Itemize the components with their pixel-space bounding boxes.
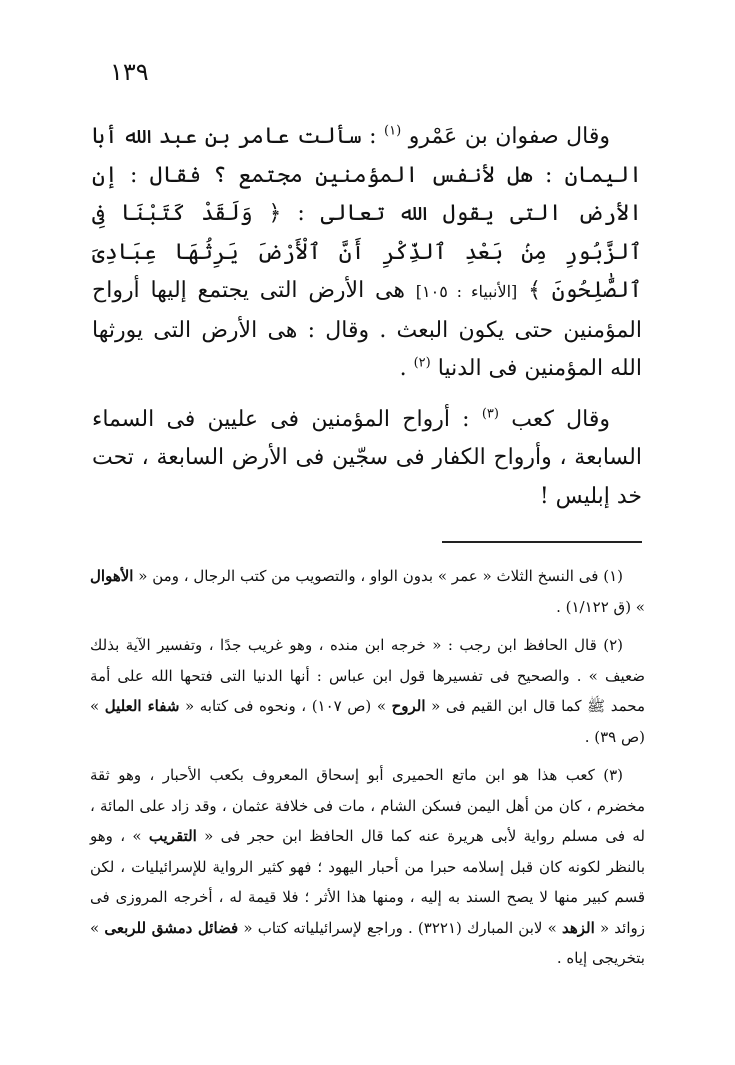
p1-text-b: : سألت عامر بن عبد الله أبا اليمان : هل لأنفس المؤمنين مجتمع ؟ فقال : إن الأرض التى يقول الله تعالى : (92, 124, 642, 226)
page-number: ١٣٩ (110, 58, 149, 86)
fn3-text-e: » بتخريجى إياه . (90, 918, 645, 967)
footnote-3 (90, 760, 645, 974)
fn3-text-d: » لابن المبارك (٣٢٢١) . وراجع لإسرائيلياته كتاب « (243, 918, 557, 937)
fn1-book-title: الأهوال (90, 567, 134, 585)
p1-text-c: هى الأرض التى يجتمع إليها أرواح المؤمنين حتى يكون البعث . وقال : هى الأرض التى يورثها الله المؤمنين فى الدنيا (92, 278, 642, 381)
fn2-text-a: (٢) قال الحافظ ابن رجب : « خرجه ابن منده ، وهو غريب جدًا ، وتفسير الآية بذلك ضعيف » . والصحيح فى تفسيرها قول ابن عباس : أنها الدنيا التى فتحها الله على أمة محمد ﷺ كما قال ابن القيم فى « (90, 636, 645, 715)
main-text (92, 118, 642, 516)
footnote-2 (90, 630, 645, 752)
footnote-ref-1: (١) (384, 123, 402, 139)
paragraph-2 (92, 401, 642, 517)
paragraph-1 (92, 118, 642, 389)
fn3-text-c: » ، وهو بالنظر لكونه كان قبل إسلامه حبرا من أحبار اليهود ؛ فهو كثير الرواية للإسرائيليات ، لكن قسم كبير منها لا يصح السند به إليه ، ومنها هذا الأثر ؛ فلا قيمة له ، أخرجه المروزى فى زوائد « (90, 827, 645, 937)
fn2-text-d: » (ص ٣٩) . (90, 697, 645, 746)
footnote-ref-2: (٢) (413, 355, 431, 371)
p2-text-b: : أرواح المؤمنين فى عليين فى السماء السابعة ، وأرواح الكفار فى سجّين فى الأرض السابعة ، تحت خد إبليس ! (92, 406, 642, 509)
footnote-divider (442, 541, 642, 543)
p1-text-a: وقال صفوان بن عَمْرو (408, 124, 610, 149)
quran-verse: ﴿ وَلَقَدْ كَتَبْنَا فِى ٱلزَّبُورِ مِنۢ بَعْدِ ٱلذِّكْرِ أَنَّ ٱلْأَرْضَ يَرِثُهَا عِبَادِىَ ٱلصَّٰلِحُونَ ﴾ (92, 201, 642, 303)
fn1-text-a: (١) فى النسخ الثلاث « عمر » بدون الواو ، والتصويب من كتب الرجال ، ومن « (138, 567, 623, 585)
fn2-book-title-1: الروح (391, 697, 426, 715)
footnote-ref-3: (٣) (481, 406, 499, 422)
fn3-book-title-1: التقريب (148, 827, 197, 845)
p2-text-a: وقال كعب (511, 406, 610, 432)
footnotes (90, 561, 645, 982)
fn1-text-c: » (ق ١/١٢٢) . (556, 597, 645, 616)
fn2-book-title-2: شفاء العليل (104, 697, 180, 715)
footnote-1 (90, 561, 645, 622)
verse-reference: [الأنبياء : ١٠٥] (415, 282, 518, 301)
fn2-text-c: » (ص ١٠٧) ، ونحوه فى كتابه « (184, 697, 387, 715)
p1-text-d: . (399, 356, 407, 381)
fn3-book-title-3: فضائل دمشق للربعى (104, 918, 239, 937)
fn3-text-a: (٣) كعب هذا هو ابن ماتع الحميرى أبو إسحاق المعروف بكعب الأحبار ، وهو ثقة مخضرم ، كان من أهل اليمن فسكن الشام ، مات فى خلافة عثمان ، وقد زاد على المائة ، له فى مسلم رواية لأبى هريرة عنه كما قال الحافظ ابن حجر فى « (90, 766, 645, 845)
fn3-book-title-2: الزهد (561, 918, 595, 937)
